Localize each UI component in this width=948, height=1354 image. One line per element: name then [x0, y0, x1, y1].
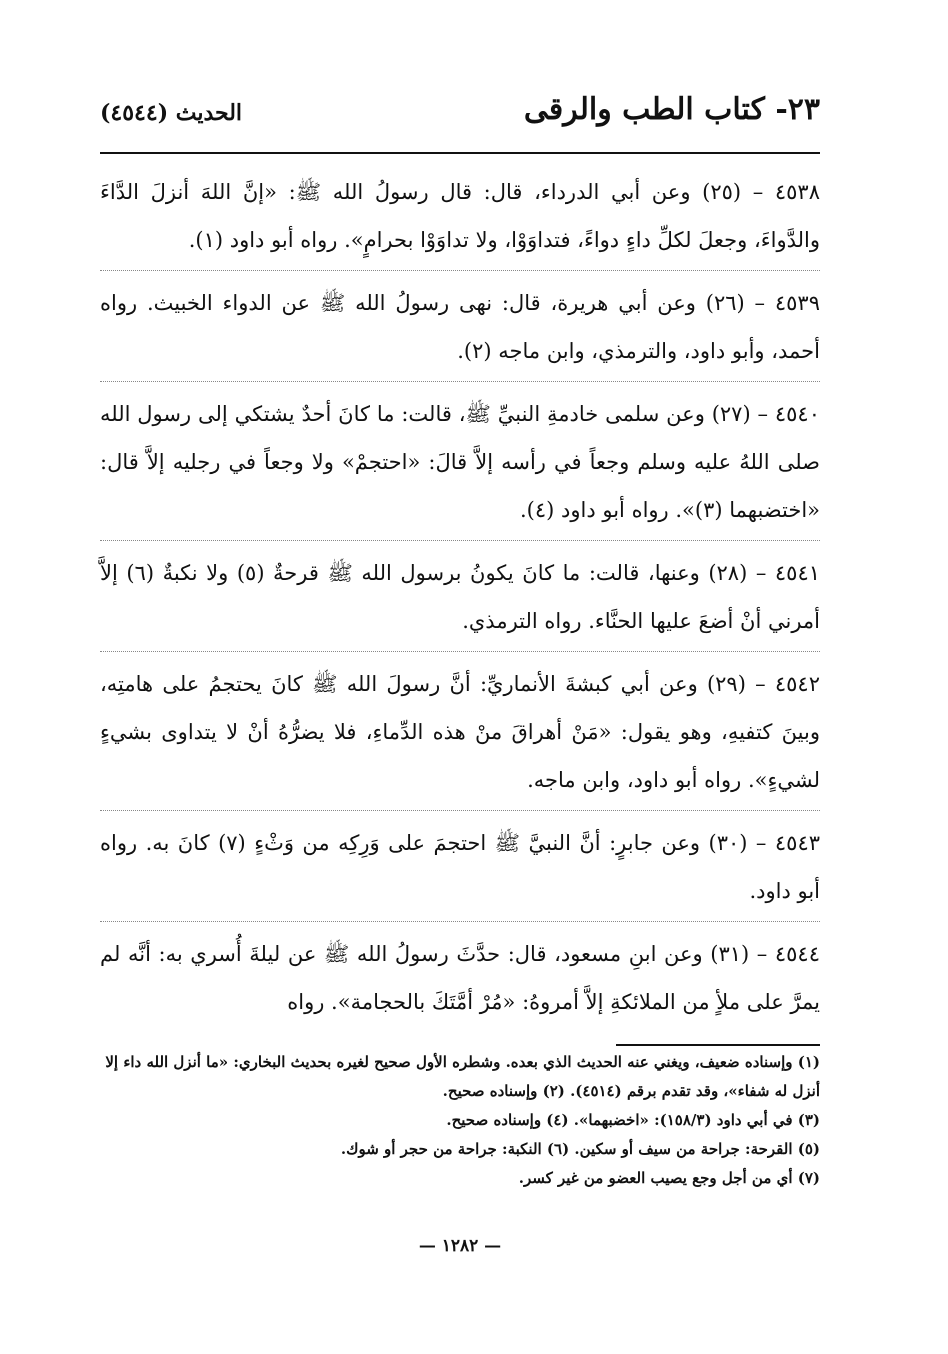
footnote-3-4: (٣) في أبي داود (١٥٨/٣): «اخضبهما». (٤) وإسناده صحيح.	[446, 1111, 820, 1129]
hadith-separator	[100, 540, 820, 541]
hadith-separator	[100, 810, 820, 811]
page-number: — ١٢٨٢ —	[418, 1236, 502, 1256]
hadith-list	[100, 168, 820, 1032]
hadith-4542: ٤٥٤٢ – (٢٩) وعن أبي كبشةَ الأنماريِّ: أنَّ رسولَ الله ﷺ كانَ يحتجمُ على هامتِه، وبينَ كتفيهِ، وهو يقول: «مَنْ أهراقَ منْ هذه الدِّماءِ، فلا يضرُّهُ أنْ لا يتداوى بشيءٍ لشيءٍ». رواه أبو داود، وابن ماجه.	[100, 672, 820, 792]
header-divider	[100, 152, 820, 154]
footnote-1-2: (١) وإسناده ضعيف، ويغني عنه الحديث الذي بعده. وشطره الأول صحيح لغيره بحديث البخاري: «ما أنزل الله داء إلا أنزل له شفاء»، وقد تقدم برقم (٤٥١٤). (٢) وإسناده صحيح.	[105, 1053, 820, 1100]
hadith-4538: ٤٥٣٨ – (٢٥) وعن أبي الدرداء، قال: قال رسولُ الله ﷺ: «إنَّ اللهَ أنزلَ الدَّاءَ والدَّواءَ، وجعلَ لكلِّ داءٍ دواءً، فتداوَوْا، ولا تداوَوْا بحرامٍ». رواه أبو داود (١).	[100, 180, 820, 252]
hadith-separator	[100, 921, 820, 922]
hadith-4539: ٤٥٣٩ – (٢٦) وعن أبي هريرة، قال: نهى رسولُ الله ﷺ عن الدواء الخبيث. رواه أحمد، وأبو داود، والترمذي، وابن ماجه (٢).	[100, 291, 820, 363]
hadith-4543: ٤٥٤٣ – (٣٠) وعن جابرٍ: أنَّ النبيَّ ﷺ احتجمَ على وَرِكِه من وَثْءٍ (٧) كانَ به. رواه أبو داود.	[100, 831, 821, 903]
hadith-4544: ٤٥٤٤ – (٣١) وعن ابنِ مسعود، قال: حدَّثَ رسولُ الله ﷺ عن ليلةَ أُسري به: أنَّه لم يمرَّ على ملأٍ من الملائكةِ إلاَّ أمروهُ: «مُرْ أمَّتَكَ بالحجامة». رواه	[100, 942, 820, 1014]
hadith-separator	[100, 651, 820, 652]
footnotes	[100, 1048, 820, 1193]
chapter-title: ٢٣- كتاب الطب والرقى	[523, 92, 820, 127]
hadith-separator	[100, 270, 820, 271]
hadith-separator	[100, 381, 820, 382]
hadith-range-reference: الحديث (٤٥٤٤)	[100, 100, 243, 126]
footnote-7: (٧) أي من أجل وجع يصيب العضو من غير كسر.	[518, 1169, 820, 1187]
hadith-4540: ٤٥٤٠ – (٢٧) وعن سلمى خادمةِ النبيِّ ﷺ، قالت: ما كانَ أحدٌ يشتكي إلى رسول الله صلى اللهُ عليه وسلم وجعاً في رأسه إلاَّ قالَ: «احتجمْ» ولا وجعاً في رجليه إلاَّ قال: «اختضبهما (٣)». رواه أبو داود (٤).	[100, 402, 820, 522]
footnote-divider	[616, 1044, 820, 1046]
page-header	[100, 92, 820, 148]
hadith-4541: ٤٥٤١ – (٢٨) وعنها، قالت: ما كانَ يكونُ برسول الله ﷺ قرحةٌ (٥) ولا نكبةٌ (٦) إلاَّ أمرني أنْ أضعَ عليها الحنَّاء. رواه الترمذي.	[100, 561, 821, 633]
footnote-5-6: (٥) القرحة: جراحة من سيف أو سكين. (٦) النكبة: جراحة من حجر أو شوك.	[340, 1140, 820, 1158]
